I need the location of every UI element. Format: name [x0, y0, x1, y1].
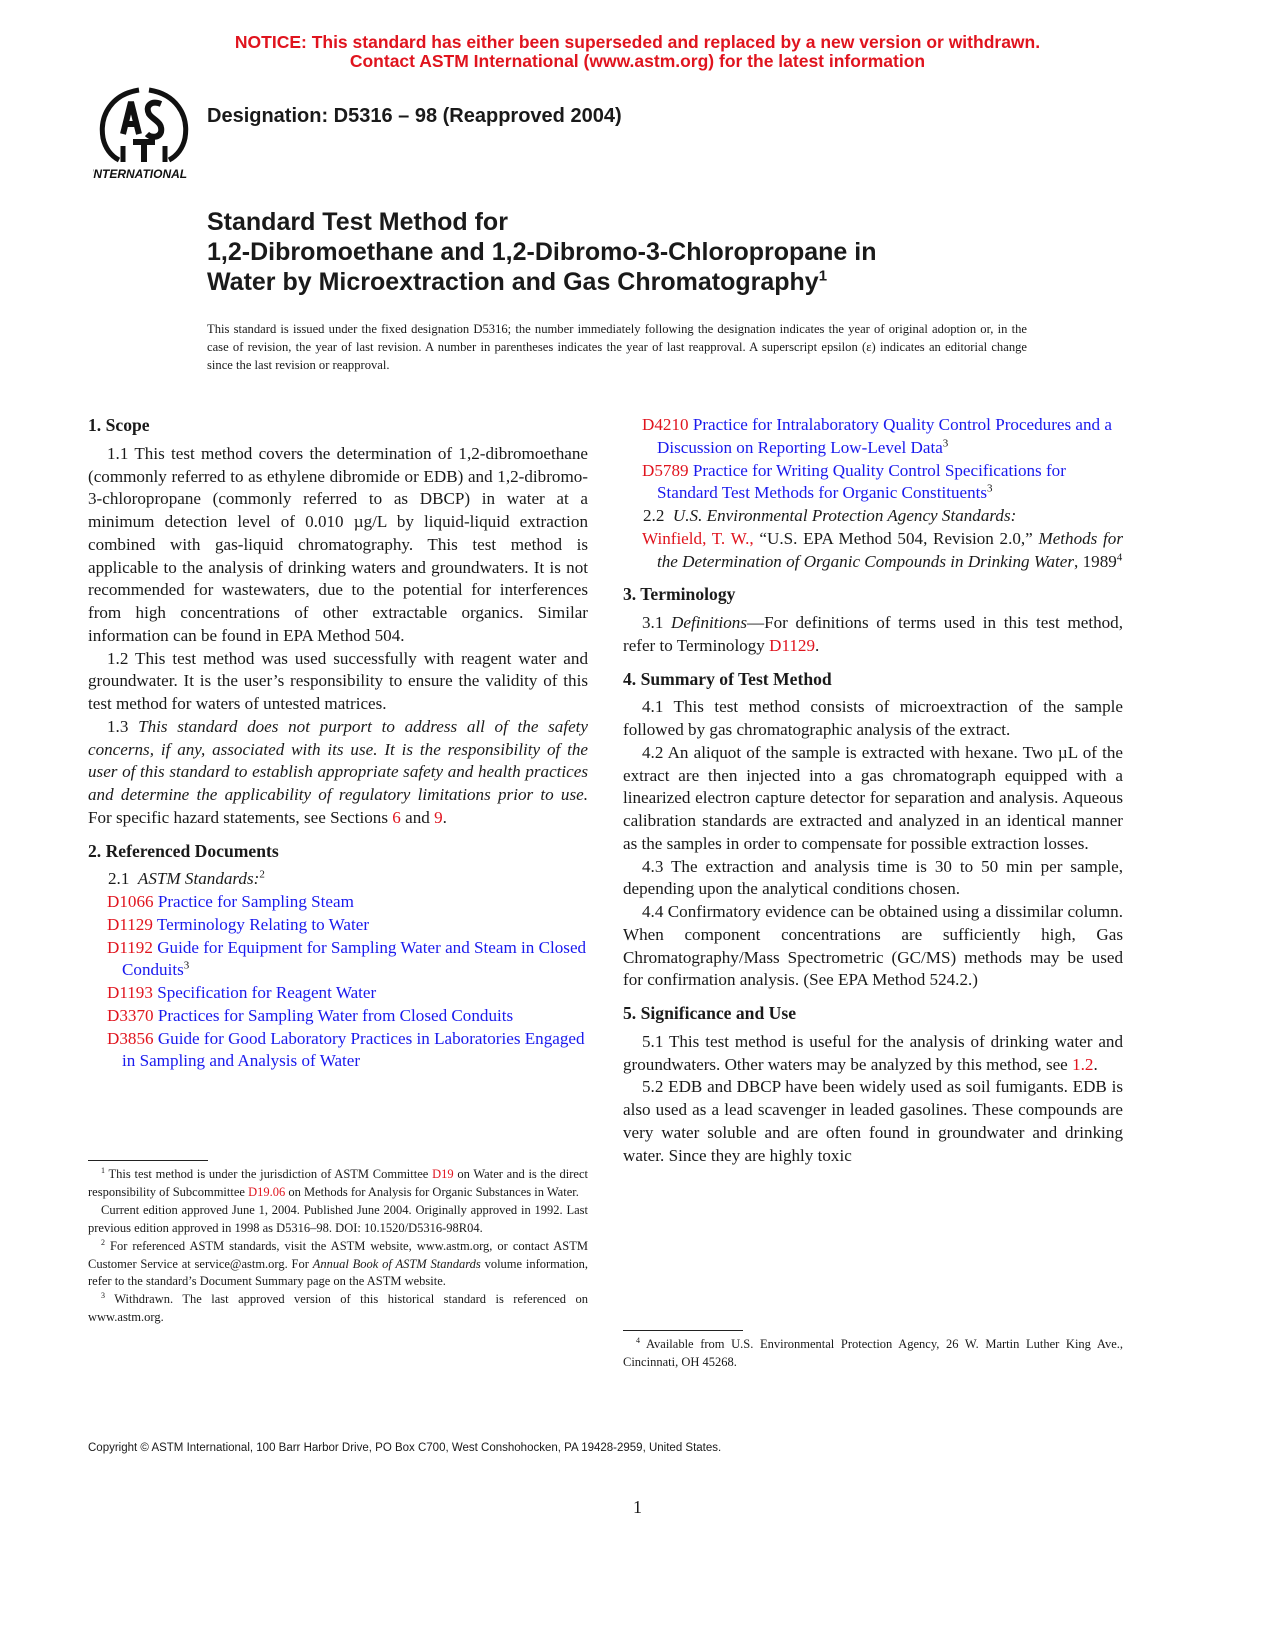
footnote-4	[623, 1336, 1123, 1372]
paragraph-1-3	[88, 716, 588, 830]
ref-item[interactable]	[88, 982, 588, 1005]
title-footnote-mark: 1	[818, 267, 828, 285]
paragraph-5-2: 5.2 EDB and DBCP have been widely used as soil fumigants. EDB is also used as a lead scavenger in leaded gasolines. These compounds are very water soluble and are often found in groundwater and drinking water. Since they are highly toxic	[623, 1077, 1123, 1165]
notice-line-2: Contact ASTM International (www.astm.org) for the latest information	[349, 51, 926, 71]
footnote-mark: 2	[259, 868, 265, 881]
notice-line-1: NOTICE: This standard has either been superseded and replaced by a new version or withdrawn.	[234, 32, 1041, 52]
ref-title[interactable]: Terminology Relating to Water	[156, 914, 370, 934]
subsection-number: 2.1	[108, 869, 130, 889]
footnote-number: 3	[101, 1291, 105, 1301]
subsection-label: U.S. Environmental Protection Agency Standards:	[672, 506, 1017, 525]
paragraph-number: 1.3	[107, 716, 129, 736]
ref-title[interactable]: Guide for Good Laboratory Practices in Laboratories Engaged in Sampling and Analysis of Water	[122, 1028, 585, 1071]
section-heading-significance: 5. Significance and Use	[623, 1003, 797, 1023]
copyright-line: Copyright © ASTM International, 100 Barr Harbor Drive, PO Box C700, West Conshohocken, PA 19428-2959, United States.	[88, 1442, 722, 1454]
ref-title[interactable]: Practice for Sampling Steam	[157, 892, 354, 911]
section-heading-summary: 4. Summary of Test Method	[623, 668, 832, 689]
footnote-text: volume information, refer to the standard’s Document Summary page on the ASTM website.	[88, 1256, 589, 1289]
paragraph-4-4: 4.4 Confirmatory evidence can be obtained using a dissimilar column. When component concentrations are sufficiently high, Gas Chromatography/Mass Spectrometric (GC/MS) methods may be used for confirmation analysis. (See EPA Method 524.2.)	[623, 902, 1123, 990]
logo-text: INTERNATIONAL	[93, 167, 188, 181]
footnote-number: 2	[101, 1237, 105, 1247]
committee-link[interactable]: D19	[432, 1167, 454, 1181]
footnote-text: For referenced ASTM standards, visit the ASTM website, www.astm.org, or contact ASTM Customer Service at service@astm.org. For	[88, 1238, 588, 1271]
footnote-1-edition: Current edition approved June 1, 2004. Published June 2004. Originally approved in 1992. Last previous edition approved in 1998 as D5316–98. DOI: 10.1520/D5316-98R04.	[88, 1202, 588, 1235]
epa-publication: Methods for the Determination of Organic Compounds in Drinking Water	[657, 528, 1123, 571]
title-line-2: 1,2-Dibromoethane and 1,2-Dibromo-3-Chloropropane in	[207, 238, 877, 266]
paragraph-text: 5.1 This test method is useful for the analysis of drinking water and groundwaters. Other waters may be analyzed by this method, see	[623, 1031, 1123, 1074]
subsection-number: 2.2	[643, 506, 665, 525]
epa-year: , 1989	[1074, 551, 1117, 571]
conjunction: and	[405, 807, 430, 827]
period: .	[442, 807, 447, 827]
ref-title[interactable]: Practice for Writing Quality Control Specifications for Standard Test Methods for Organic Constituents	[657, 460, 1066, 503]
paragraph-5-1	[623, 1031, 1123, 1077]
section-link-6[interactable]: 6	[392, 807, 401, 827]
footnote-3	[88, 1291, 588, 1327]
notice-banner	[0, 33, 1275, 71]
subcommittee-link[interactable]: D19.06	[248, 1184, 286, 1199]
ref-code[interactable]: D3370	[107, 1005, 154, 1025]
astm-logo	[93, 86, 197, 182]
epa-ref-item	[623, 528, 1123, 574]
ref-item[interactable]	[88, 914, 588, 937]
designation: Designation: D5316 – 98 (Reapproved 2004)	[207, 105, 622, 127]
ref-title[interactable]: Specification for Reagent Water	[157, 983, 377, 1002]
section-heading-terminology: 3. Terminology	[623, 584, 736, 605]
footnote-2	[88, 1238, 588, 1292]
issuance-note: This standard is issued under the fixed designation D5316; the number immediately following the designation indicates the year of original adoption or, in the case of revision, the year of last revision. A number in parentheses indicates the year of last reapproval. A superscript epsilon (ε) indicates an editorial change since the last revision or reapproval.	[207, 322, 1027, 372]
subsection-astm-standards	[88, 868, 588, 891]
ref-title[interactable]: Practice for Intralaboratory Quality Control Procedures and a Discussion on Reporting Low-Level Data	[657, 415, 1112, 457]
ref-code[interactable]: D1129	[107, 914, 153, 934]
footnote-mark: 3	[942, 437, 949, 450]
ref-code[interactable]: D3856	[107, 1028, 154, 1048]
period: .	[1093, 1054, 1098, 1074]
footnote-number: 1	[101, 1165, 105, 1175]
left-column	[88, 414, 588, 1073]
ref-item[interactable]	[88, 1005, 588, 1028]
title-line-3	[207, 267, 877, 297]
paragraph-3-1	[623, 612, 1123, 658]
footnote-text: Withdrawn. The last approved version of this historical standard is referenced on www.astm.org.	[88, 1292, 588, 1325]
paragraph-4-1: 4.1 This test method consists of microextraction of the sample followed by gas chromatographic analysis of the extract.	[623, 697, 1123, 739]
footnote-text: Available from U.S. Environmental Protection Agency, 26 W. Martin Luther King Ave., Cincinnati, OH 45268.	[623, 1337, 1123, 1369]
footnote-text: on Water and is the direct responsibility of Subcommittee	[88, 1167, 589, 1199]
section-heading-scope: 1. Scope	[88, 415, 150, 435]
footnote-text: on Methods for Analysis for Organic Substances in Water.	[288, 1184, 579, 1199]
ref-code[interactable]: D5789	[642, 460, 689, 480]
footnote-text: This test method is under the jurisdiction of ASTM Committee	[108, 1167, 429, 1181]
paragraph-number: 3.1	[642, 613, 664, 632]
right-column	[623, 414, 1123, 1167]
footnote-italic: Annual Book of ASTM Standards	[312, 1256, 481, 1271]
ref-item[interactable]	[623, 460, 1123, 506]
ref-code[interactable]: D4210	[642, 415, 689, 434]
footnote-mark: 3	[987, 482, 993, 495]
footnote-1	[88, 1166, 588, 1202]
ref-title[interactable]: Guide for Equipment for Sampling Water and Steam in Closed Conduits	[122, 937, 587, 980]
footnotes-left	[88, 1160, 588, 1327]
term-label: Definitions	[671, 613, 748, 632]
period: .	[815, 635, 820, 655]
title-line-3-text: Water by Microextraction and Gas Chromatography	[207, 268, 819, 296]
section-heading-referenced-documents: 2. Referenced Documents	[88, 840, 279, 861]
section-link-1-2[interactable]: 1.2	[1072, 1054, 1094, 1074]
paragraph-1-2: 1.2 This test method was used successfully with reagent water and groundwater. It is the user’s responsibility to ensure the validity of this test method for waters of untested matrices.	[88, 648, 588, 713]
paragraph-4-3: 4.3 The extraction and analysis time is 30 to 50 min per sample, depending upon the analytical conditions chosen.	[623, 856, 1123, 899]
ref-item[interactable]	[88, 937, 588, 983]
term-text: —For definitions of terms used in this test method, refer to Terminology	[623, 613, 1123, 655]
safety-statement: This standard does not purport to address all of the safety concerns, if any, associated with its use. It is the responsibility of the user of this standard to establish appropriate safety and health practices and determine the applicability of regulatory limitations prior to use.	[88, 716, 588, 804]
title-line-1: Standard Test Method for	[207, 208, 508, 236]
ref-item[interactable]	[88, 1028, 588, 1074]
ref-item[interactable]	[88, 891, 588, 914]
subsection-epa-standards	[623, 505, 1123, 528]
footnote-number: 4	[636, 1335, 640, 1345]
footnotes-right	[623, 1330, 1123, 1372]
document-title	[207, 207, 877, 297]
astm-logo-mark	[93, 86, 197, 182]
section-link-9[interactable]: 9	[434, 807, 443, 827]
footnote-mark: 3	[183, 959, 190, 972]
epa-title: “U.S. EPA Method 504, Revision 2.0,”	[759, 528, 1033, 548]
ref-code[interactable]: D1066	[107, 892, 154, 911]
ref-code[interactable]: D1192	[107, 937, 153, 957]
subsection-label: ASTM Standards:	[137, 869, 260, 889]
terminology-link[interactable]: D1129	[769, 635, 816, 655]
epa-author-link[interactable]: Winfield, T. W.,	[642, 528, 754, 548]
ref-item[interactable]	[623, 414, 1123, 460]
footnote-mark: 4	[1116, 550, 1123, 563]
paragraph-4-2: 4.2 An aliquot of the sample is extracted with hexane. Two µL of the extract are then injected into a gas chromatograph equipped with a linearized electron capture detector for separation and analysis. Aqueous calibration standards are extracted and analyzed in an identical manner as the samples in order to compensate for possible extraction losses.	[623, 742, 1123, 853]
ref-code[interactable]: D1193	[107, 983, 153, 1002]
hazard-text: For specific hazard statements, see Sections	[88, 807, 388, 827]
ref-title[interactable]: Practices for Sampling Water from Closed Conduits	[157, 1005, 514, 1025]
page-number: 1	[633, 1497, 642, 1517]
paragraph-1-1: 1.1 This test method covers the determination of 1,2-dibromoethane (commonly referred to as ethylene dibromide or EDB) and 1,2-dibromo-3-chloropropane (commonly referred to as DBCP) in water at a minimum detection level of 0.010 µg/L by liquid-liquid extraction combined with gas-liquid chromatography. This test method is applicable to the analysis of drinking waters and groundwaters. It is not recommended for wastewaters, due to the potential for interferences from high concentrations of other extractable organics. Similar information can be found in EPA Method 504.	[88, 443, 588, 645]
